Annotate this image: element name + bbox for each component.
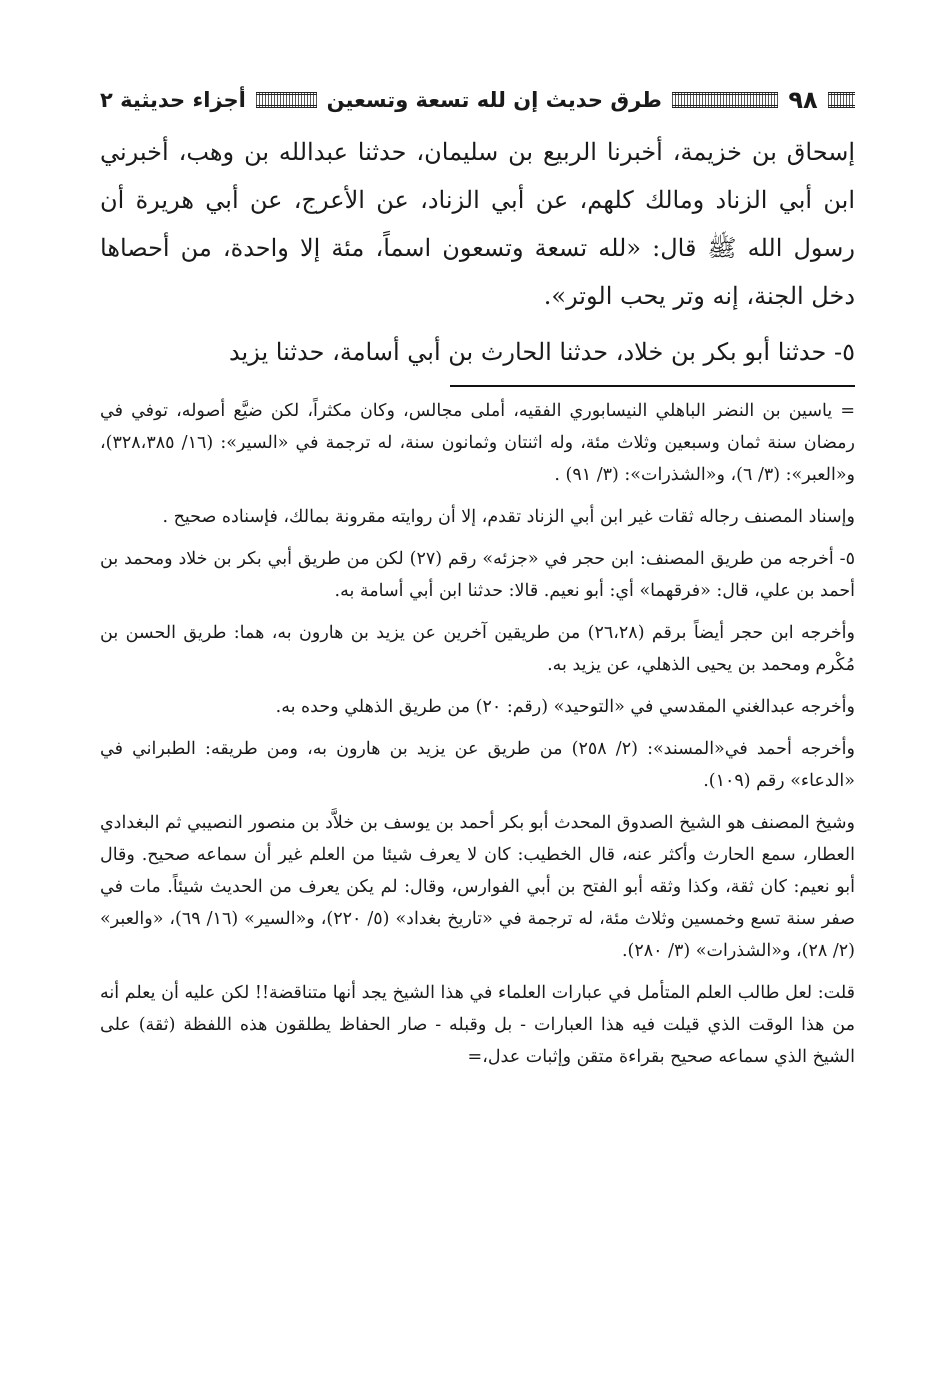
footnote-paragraph: وأخرجه عبدالغني المقدسي في «التوحيد» (رقم: ٢٠) من طريق الذهلي وحده به. [275, 697, 855, 717]
header-ornament-rule [672, 92, 778, 108]
footnote-paragraph: قلت: لعل طالب العلم المتأمل في عبارات العلماء في هذا الشيخ يجد أنها متناقضة!! لكن عليه أن يعلم أنه من هذا الوقت الذي قيلت فيه هذا العبارات - بل وقبله - صار الحفاظ يطلقون هذه اللفظة (ثقة) على الشيخ الذي سماعه صحيح بقراءة متقن وإثبات عدل،= [100, 983, 855, 1067]
header-ornament-rule [256, 92, 317, 108]
book-page [100, 70, 855, 1330]
header-ornament-rule [828, 92, 855, 108]
footnote-paragraph: وأخرجه أحمد في«المسند»: (٢/ ٢٥٨) من طريق عن يزيد بن هارون به، ومن طريقه: الطبراني في «الدعاء» رقم (١٠٩). [100, 739, 855, 791]
footnotes [100, 395, 855, 1083]
chapter-title: طرق حديث إن لله تسعة وتسعين [326, 88, 662, 112]
page-header [100, 80, 855, 120]
footnote-paragraph: وإسناد المصنف رجاله ثقات غير ابن أبي الزناد تقدم، إلا أن روايته مقرونة بمالك، فإسناده صحيح . [162, 507, 855, 527]
footnote-paragraph: = ياسين بن النضر الباهلي النيسابوري الفقيه، أملى مجالس، وكان مكثراً، لكن ضيَّع أصوله، توفي في رمضان سنة ثمان وسبعين وثلاث مئة، وله اثنتان وثمانون سنة، له ترجمة في «السير»: (١٦/ ٣٢٨،٣٨٥)، و«العبر»: (٣/ ٦)، و«الشذرات»: (٣/ ٩١) . [100, 401, 855, 485]
main-text [100, 128, 855, 376]
footnote-paragraph: ٥- أخرجه من طريق المصنف: ابن حجر في «جزئه» رقم (٢٧) لكن من طريق أبي بكر بن خلاد ومحمد بن أحمد بن علي، قال: «فرقهما» أي: أبو نعيم. قالا: حدثنا ابن أبي أسامة به. [100, 549, 856, 601]
footnote-paragraph: وأخرجه ابن حجر أيضاً برقم (٢٦،٢٨) من طريقين آخرين عن يزيد بن هارون به، هما: طريق الحسن بن مُكْرم ومحمد بن يحيى الذهلي، عن يزيد به. [100, 623, 855, 675]
page-number: ٩٨ [788, 86, 818, 114]
footnote-paragraph: وشيخ المصنف هو الشيخ الصدوق المحدث أبو بكر أحمد بن يوسف بن خلاَّد بن منصور النصيبي ثم البغدادي العطار، سمع الحارث وأكثر عنه، قال الخطيب: كان لا يعرف شيئا من العلم غير أن سماعه صحيح. وقال أبو نعيم: كان ثقة، وكذا وثقه أبو الفتح بن أبي الفوارس، وقال: لم يكن يعرف من الحديث شيئاً. مات في صفر سنة تسع وخمسين وثلاث مئة، له ترجمة في «تاريخ بغداد» (٥/ ٢٢٠)، و«السير» (١٦/ ٦٩)، «والعبر» (٢/ ٢٨)، و«الشذرات» (٣/ ٢٨٠). [99, 813, 855, 961]
footnote-divider [450, 385, 855, 387]
main-paragraph: إسحاق بن خزيمة، أخبرنا الربيع بن سليمان، حدثنا عبدالله بن وهب، أخبرني ابن أبي الزناد ومالك كلهم، عن أبي الزناد، عن الأعرج، عن أبي هريرة أن رسول الله ﷺ قال: «لله تسعة وتسعون اسماً، مئة إلا واحدة، من أحصاها دخل الجنة، إنه وتر يحب الوتر». [100, 138, 855, 310]
main-paragraph: ٥- حدثنا أبو بكر بن خلاد، حدثنا الحارث بن أبي أسامة، حدثنا يزيد [228, 338, 855, 366]
book-title: أجزاء حديثية ٢ [100, 88, 246, 112]
